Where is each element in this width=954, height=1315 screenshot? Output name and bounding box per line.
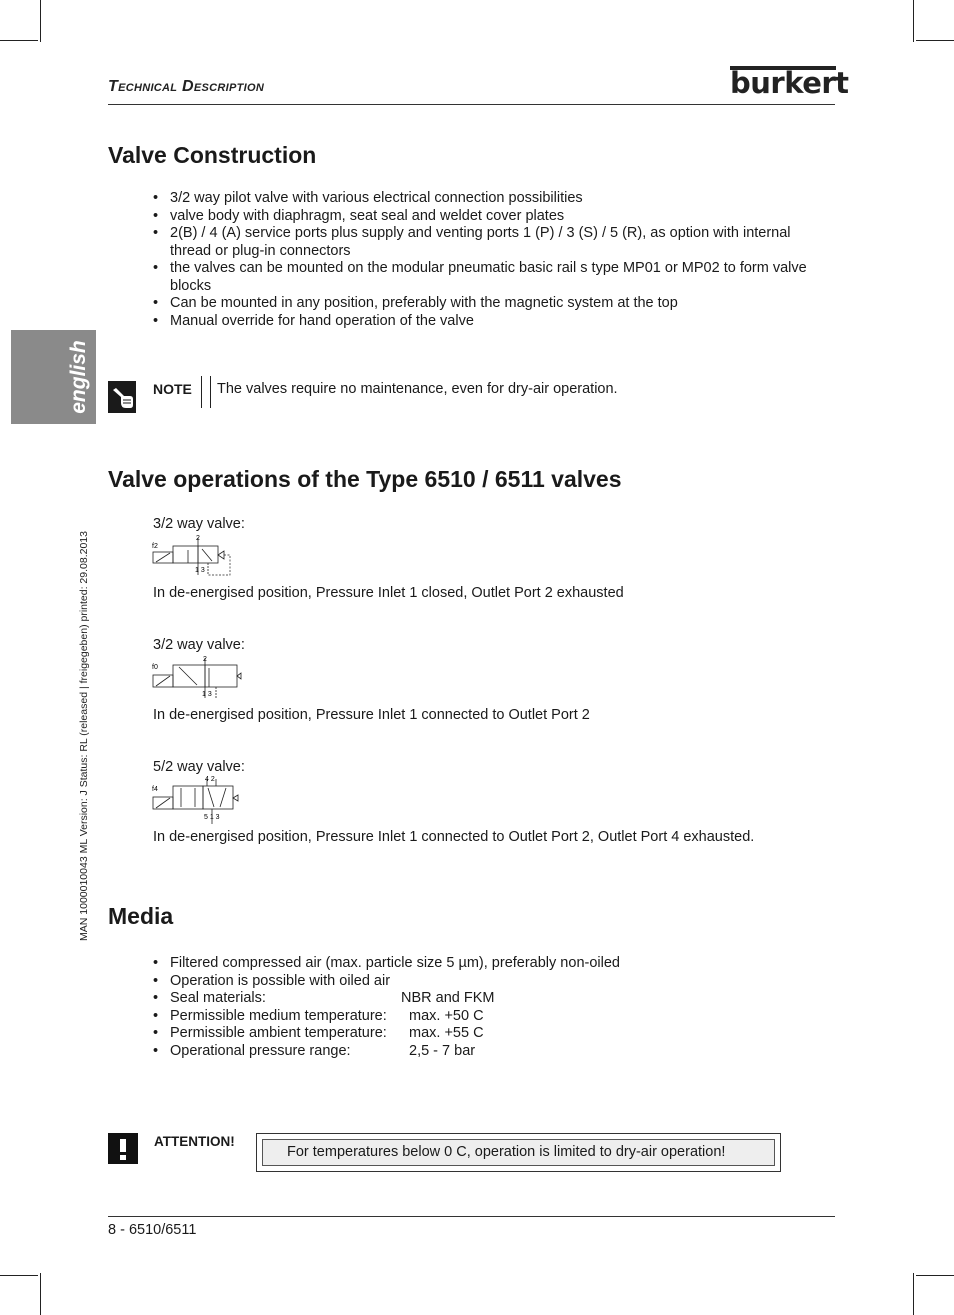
valve-code: f2 [152, 543, 158, 550]
section-heading-operations: Valve operations of the Type 6510 / 6511 valves [108, 466, 622, 492]
exclamation-icon [108, 1133, 138, 1164]
list-item: • the valves can be mounted on the modular pneumatic basic rail s type MP01 or MP02 to form valve [153, 260, 807, 278]
attention-text: For temperatures below 0 C, operation is limited to dry-air operation! [287, 1144, 726, 1160]
list-item: • Manual override for hand operation of the valve [153, 313, 807, 331]
valve-description: In de-energised position, Pressure Inlet 1 connected to Outlet Port 2 [153, 707, 590, 723]
valve-description: In de-energised position, Pressure Inlet 1 connected to Outlet Port 2, Outlet Port 4 exhausted. [153, 829, 755, 845]
attention-label: ATTENTION! [154, 1134, 235, 1149]
list-item: • 2(B) / 4 (A) service ports plus supply and venting ports 1 (P) / 3 (S) / 5 (R), as option with internal [153, 225, 807, 243]
section-heading-construction: Valve Construction [108, 142, 317, 168]
list-item [153, 955, 620, 973]
language-tab [11, 330, 96, 424]
media-item-label: Permissible medium temperature: [170, 1007, 387, 1024]
media-item-label: Operational pressure range: [170, 1042, 351, 1059]
media-item-value: max. +55 C [409, 1025, 484, 1041]
valve-symbol-3-2-closed-icon [152, 533, 234, 577]
media-item-value: max. +50 C [409, 1007, 484, 1024]
port-bottom-label: 1 3 [202, 691, 212, 698]
note-label: NOTE [153, 381, 192, 397]
valve-symbol-5-2-icon [152, 774, 242, 826]
media-list [153, 955, 620, 1060]
crop-mark [40, 0, 41, 42]
media-item-value: 2,5 - 7 bar [409, 1042, 476, 1059]
list-item-continuation: thread or plug-in connectors [170, 242, 351, 259]
page-number: 8 - 6510/6511 [108, 1222, 197, 1238]
note-divider [201, 376, 211, 408]
list-item [153, 1043, 620, 1061]
crop-mark [913, 0, 914, 42]
port-bottom-label: 1 3 [195, 567, 205, 574]
media-item-label: Seal materials: [170, 990, 266, 1006]
list-item-continuation: blocks [170, 277, 212, 294]
list-item [153, 990, 620, 1008]
hand-pointer-icon [108, 381, 136, 413]
construction-list [153, 190, 807, 330]
list-item [153, 1008, 620, 1026]
page-header-title: Technical Description [108, 78, 265, 95]
list-item: • 3/2 way pilot valve with various electrical connection possibilities [153, 190, 807, 208]
crop-mark [0, 1275, 38, 1276]
media-item-label: Filtered compressed air (max. particle size 5 µm), preferably non-oiled [170, 955, 620, 971]
crop-mark [40, 1273, 41, 1315]
valve-code: f0 [152, 664, 158, 671]
valve-code: f4 [152, 786, 158, 793]
valve-symbol-3-2-open-icon [152, 654, 244, 700]
crop-mark [916, 1275, 954, 1276]
list-item [153, 973, 620, 991]
port-bottom-label: 5 1 3 [204, 814, 220, 821]
list-item: • valve body with diaphragm, seat seal and weldet cover plates [153, 208, 807, 226]
footer-rule [108, 1216, 835, 1217]
port-top-label: 2 [203, 656, 207, 663]
valve-description: In de-energised position, Pressure Inlet 1 closed, Outlet Port 2 exhausted [153, 585, 624, 601]
crop-mark [913, 1273, 914, 1315]
section-heading-media: Media [108, 903, 174, 929]
media-item-label: Permissible ambient temperature: [170, 1025, 387, 1041]
attention-box [256, 1133, 781, 1172]
valve-label: 5/2 way valve: [153, 759, 245, 775]
header-rule [108, 104, 835, 105]
list-item [153, 1025, 620, 1043]
note-text: The valves require no maintenance, even for dry-air operation. [217, 381, 618, 397]
valve-label: 3/2 way valve: [153, 637, 245, 653]
media-item-value: NBR and FKM [401, 990, 495, 1006]
list-item: • Can be mounted in any position, preferably with the magnetic system at the top [153, 295, 807, 313]
crop-mark [0, 40, 38, 41]
attention-box-inner [262, 1139, 775, 1166]
valve-label: 3/2 way valve: [153, 516, 245, 532]
logo-text: burkert [730, 66, 849, 100]
brand-logo [730, 66, 849, 100]
crop-mark [916, 40, 954, 41]
port-top-label: 4 2 [205, 776, 215, 783]
language-tab-label: english [67, 340, 90, 414]
media-item-label: Operation is possible with oiled air [170, 972, 391, 989]
document-meta: MAN 1000010043 ML Version: J Status: RL (released | freigegeben) printed: 29.08.2013 [78, 531, 90, 941]
port-top-label: 2 [196, 535, 200, 542]
